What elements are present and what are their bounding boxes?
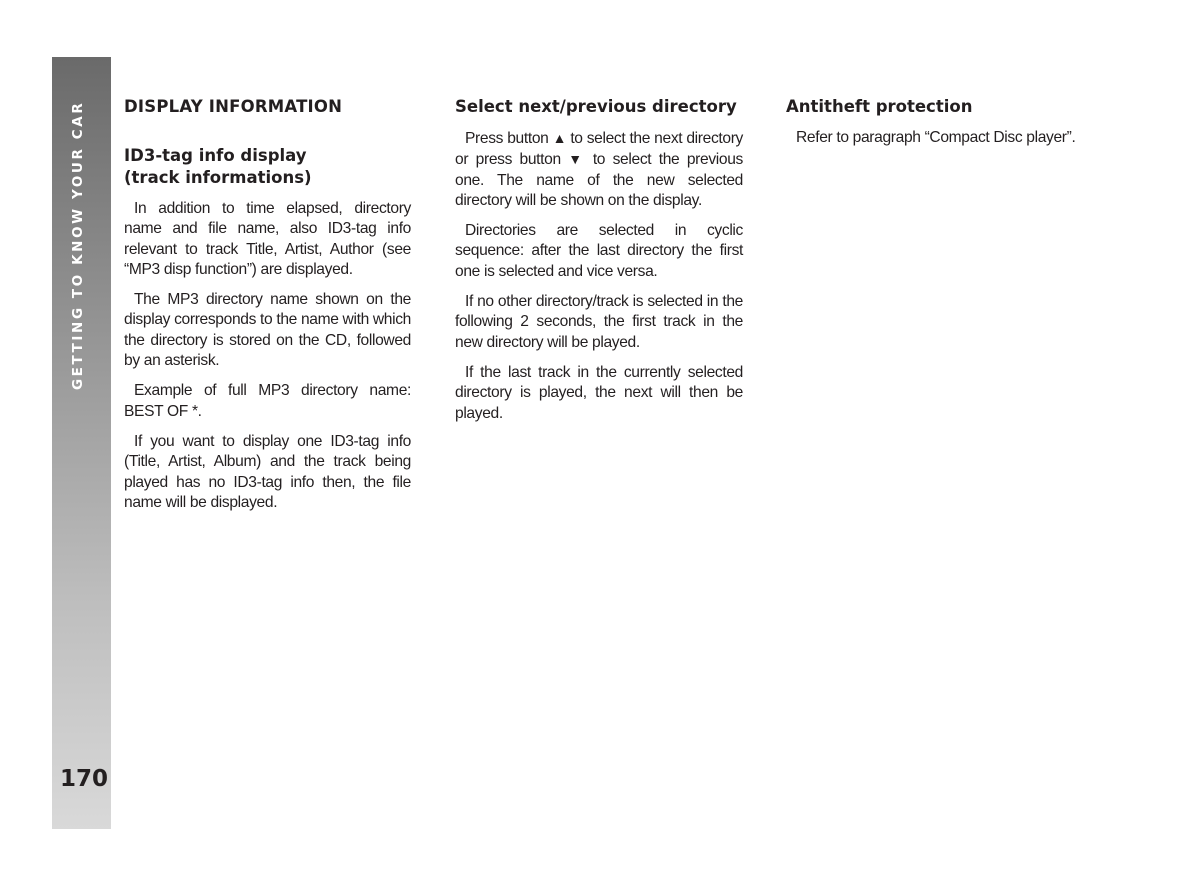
paragraph: Refer to paragraph “Compact Disc player”. [796,129,1076,146]
column-display-information [124,96,411,513]
paragraph: Example of full MP3 directory name: BEST OF *. [124,382,411,420]
down-arrow-icon: ▼ [568,151,586,168]
antitheft-heading: Antitheft protection [786,97,973,116]
page-number: 170 [60,766,109,792]
paragraph: In addition to time elapsed, directory name and file name, also ID3-tag info relevant to track Title, Artist, Author (see “MP3 disp function”) are displayed. [124,200,411,278]
up-arrow-icon: ▲ [552,130,567,146]
paragraph: If you want to display one ID3-tag info (Title, Artist, Album) and the track being played has no ID3-tag info then, the file name will be displayed. [124,432,411,511]
id3-tag-heading-line1: ID3-tag info display [124,146,307,165]
paragraph: If the last track in the currently selected directory is played, the next will then be played. [455,363,743,422]
display-information-heading: DISPLAY INFORMATION [124,97,343,116]
paragraph: The MP3 directory name shown on the display corresponds to the name with which the directory is stored on the CD, followed by an asterisk. [124,291,411,370]
text-after-down: to select the previous one. The name of the new selected directory will be shown on the display. [455,151,743,209]
paragraph: Directories are selected in cyclic sequence: after the last directory the first one is selected and vice versa. [455,222,743,280]
column-select-directory [455,96,743,424]
paragraph: If no other directory/track is selected in the following 2 seconds, the first track in the new directory will be played. [455,293,743,351]
column-antitheft [786,96,1086,148]
text-before-up: Press button [465,130,549,147]
select-directory-heading: Select next/previous directory [455,97,737,116]
paragraph-buttons [455,128,743,211]
id3-tag-heading-line2: (track informations) [124,168,312,187]
text-between: to select the next directory or press button [455,130,743,169]
section-label: GETTING TO KNOW YOUR CAR [70,100,86,390]
